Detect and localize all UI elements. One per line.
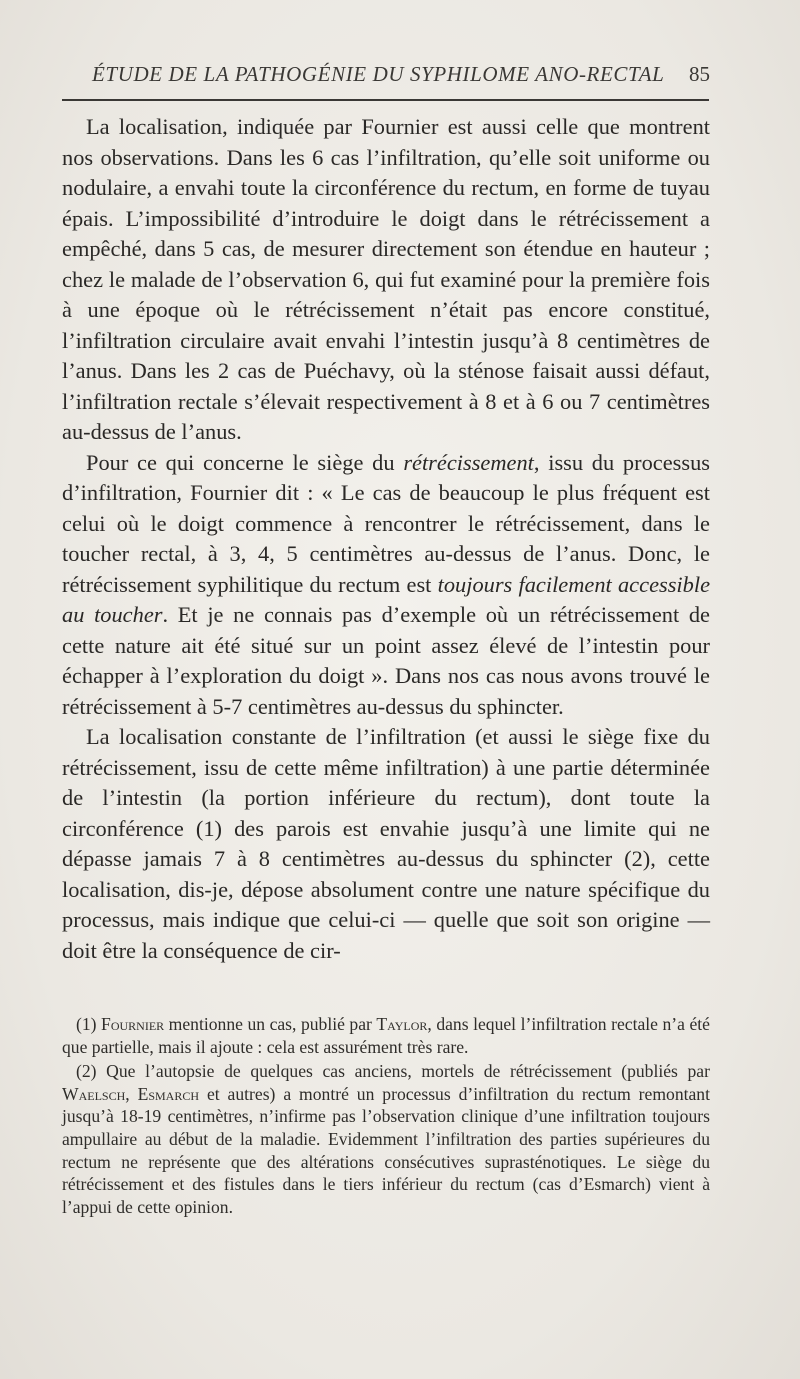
paragraph-text: La localisation, indiquée par Fournier est aussi celle que montrent nos observations. Dans les 6 cas l’infiltration, qu’elle soit uniforme ou nodulaire, a envahi toute la circonférence du rectum, en forme de tuyau épais. L’impossibilité d’introduire le doigt dans le rétrécissement a empêché, dans 5 cas, de mesurer directement son étendue en hauteur ; chez le malade de l’observation 6, qui fut examiné pour la première fois à une époque où le rétrécissement n’était pas encore constitué, l’infiltration circulaire avait envahi l’intestin jusqu’à 8 centimètres de l’anus. Dans les 2 cas de Puéchavy, où la sténose faisait aussi défaut, l’infiltration rectale s’élevait respectivement à 8 et à 6 ou 7 centimètres au-dessus de l’anus. — [62, 114, 710, 444]
italic-term: rétrécissement — [403, 449, 534, 475]
running-header — [62, 62, 710, 94]
footnote-mark: (1) — [76, 1014, 102, 1034]
paragraph-1 — [62, 112, 710, 448]
footnote-1 — [62, 1013, 710, 1058]
author-name: Waelsch — [62, 1083, 126, 1104]
footnote-text: Que l’autopsie de quelques cas anciens, mortels de rétrécissement (publiés par — [106, 1061, 710, 1082]
paragraph-text: . Et je ne connais pas d’exemple où un rétrécissement de cette nature ait été situé sur un point assez élevé de l’intestin pour échapper à l’exploration du doigt ». Dans nos cas nous avons trouvé le rétrécissement à 5-7 centimètres au-dessus du sphincter. — [62, 602, 710, 719]
footnote-mark: (2) — [76, 1061, 107, 1082]
paragraph-text: Pour ce qui concerne le siège du — [86, 449, 404, 475]
running-title: ÉTUDE DE LA PATHOGÉNIE DU SYPHILOME ANO-RECTAL — [92, 62, 665, 86]
paragraph-3 — [62, 722, 710, 966]
author-name: Esmarch — [137, 1083, 200, 1104]
paragraph-text: , issu du processus d’infiltration, Fournier dit : « Le cas de beaucoup le plus fréquent est celui où le doigt commence à rencontrer le rétrécissement, dans le toucher rectal, à 3, 4, 5 centimètres au-dessus de l’anus. Donc, le rétrécissement syphilitique du rectum est — [62, 449, 710, 597]
page-number: 85 — [689, 62, 710, 86]
footnote-text: mentionne un cas, publié par — [164, 1014, 377, 1034]
footnote-text: , — [125, 1083, 138, 1104]
footnote-text: et autres) a montré un processus d’infiltration du rectum remontant jusqu’à 18-19 centimètres, n’infirme pas l’observation clinique d’une infiltration toujours ampullaire au début de la maladie. Evidemment l’infiltration des parties supérieures du rectum ne représente que des altérations consécutives suprasténotiques. Le siège du rétrécissement et des fistules dans le tiers inférieur du rectum (cas d’Esmarch) vient à l’appui de cette opinion. — [62, 1083, 710, 1217]
footnote-text: , dans lequel l’infiltration rectale n’a été que partielle, mais il ajoute : cela est assurément très rare. — [62, 1014, 710, 1057]
paragraph-2 — [62, 448, 710, 723]
footnotes — [62, 1013, 710, 1220]
footnote-2 — [62, 1060, 710, 1218]
author-name: Fournier — [101, 1014, 165, 1034]
italic-quote: toujours facilement accessible au toucher — [62, 571, 711, 627]
author-name: Taylor — [376, 1014, 428, 1034]
paragraph-text: La localisation constante de l’infiltration (et aussi le siège fixe du rétrécissement, issu de cette même infiltration) à une partie déterminée de l’intestin (la portion inférieure du rectum), dont toute la circonférence (1) des parois est envahie jusqu’à une limite qui ne dépasse jamais 7 à 8 centimètres au-dessus du sphincter (2), cette localisation, dis-je, dépose absolument contre une nature spécifique du processus, mais indique que celui-ci — quelle que soit son origine — doit être la conséquence de cir- — [62, 724, 710, 963]
header-rule — [62, 99, 709, 101]
main-text — [62, 112, 710, 966]
